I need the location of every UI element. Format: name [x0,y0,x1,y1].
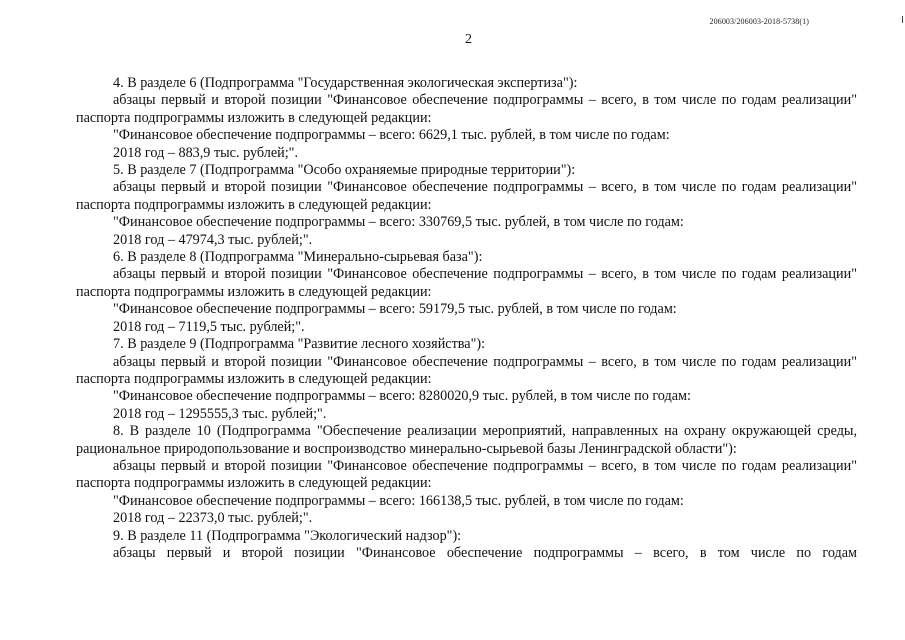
paragraph: абзацы первый и второй позиции "Финансовое обеспечение подпрограммы – всего, в том числе по годам [113,544,857,561]
paragraph: "Финансовое обеспечение подпрограммы – всего: 6629,1 тыс. рублей, в том числе по годам: [113,127,670,144]
corner-mark [896,16,903,23]
paragraph: "Финансовое обеспечение подпрограммы – всего: 59179,5 тыс. рублей, в том числе по годам: [113,301,677,318]
paragraph: 2018 год – 22373,0 тыс. рублей;". [113,510,313,527]
paragraph: 8. В разделе 10 (Подпрограмма "Обеспечение реализации мероприятий, направленных на охрану окружающей среды, рациональное природопользование и воспроизводство минерально-сырьевой базы Ленинградской области"): [76,423,857,457]
paragraph: "Финансовое обеспечение подпрограммы – всего: 8280020,9 тыс. рублей, в том числе по годам: [113,388,691,405]
paragraph: абзацы первый и второй позиции "Финансовое обеспечение подпрограммы – всего, в том числе по годам реализации" паспорта подпрограммы изложить в следующей редакции: [76,353,857,387]
paragraph: абзацы первый и второй позиции "Финансовое обеспечение подпрограммы – всего, в том числе по годам реализации" паспорта подпрограммы изложить в следующей редакции: [76,457,857,492]
paragraph: 7. В разделе 9 (Подпрограмма "Развитие лесного хозяйства"): [113,336,486,353]
document-body [76,75,857,562]
paragraph: абзацы первый и второй позиции "Финансовое обеспечение подпрограммы – всего, в том числе по годам реализации" паспорта подпрограммы изложить в следующей редакции: [76,266,857,300]
document-id: 206003/206003-2018-5738(1) [709,17,809,26]
paragraph: абзацы первый и второй позиции "Финансовое обеспечение подпрограммы – всего, в том числе по годам реализации" паспорта подпрограммы изложить в следующей редакции: [76,179,857,213]
paragraph: абзацы первый и второй позиции "Финансовое обеспечение подпрограммы – всего, в том числе по годам реализации" паспорта подпрограммы изложить в следующей редакции: [76,92,857,126]
paragraph: 9. В разделе 11 (Подпрограмма "Экологический надзор"): [113,527,462,544]
paragraph: 4. В разделе 6 (Подпрограмма "Государственная экологическая экспертиза"): [113,75,578,91]
paragraph: 2018 год – 47974,3 тыс. рублей;". [113,231,313,248]
paragraph: "Финансовое обеспечение подпрограммы – всего: 330769,5 тыс. рублей, в том числе по годам: [113,214,684,231]
paragraph: 5. В разделе 7 (Подпрограмма "Особо охраняемые природные территории"): [113,162,576,179]
paragraph: 2018 год – 7119,5 тыс. рублей;". [113,318,305,335]
paragraph: "Финансовое обеспечение подпрограммы – всего: 166138,5 тыс. рублей, в том числе по годам: [113,492,684,509]
paragraph: 6. В разделе 8 (Подпрограмма "Минерально-сырьевая база"): [113,249,483,266]
paragraph: 2018 год – 1295555,3 тыс. рублей;". [113,405,327,422]
paragraph: 2018 год – 883,9 тыс. рублей;". [113,144,298,161]
page-number: 2 [465,32,472,47]
